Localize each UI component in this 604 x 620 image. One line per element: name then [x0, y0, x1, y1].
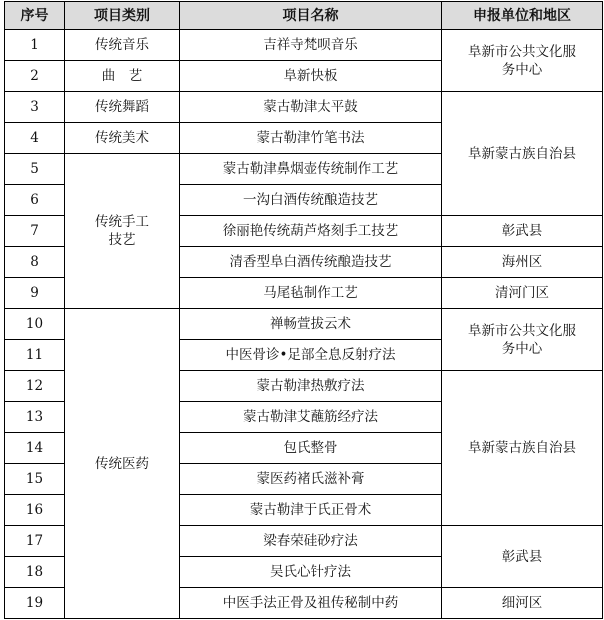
category-cell: 传统音乐	[65, 30, 180, 61]
project-name: 阜新快板	[180, 61, 442, 92]
unit-cell: 细河区	[442, 588, 603, 619]
project-name: 中医骨诊•足部全息反射疗法	[180, 340, 442, 371]
row-number: 2	[5, 61, 65, 92]
unit-cell: 阜新市公共文化服务中心	[442, 309, 603, 371]
row-number: 16	[5, 495, 65, 526]
unit-cell: 彰武县	[442, 526, 603, 588]
project-name: 蒙医药褚氏滋补膏	[180, 464, 442, 495]
header-category: 项目类别	[65, 2, 180, 30]
row-number: 17	[5, 526, 65, 557]
row-number: 13	[5, 402, 65, 433]
category-cell: 传统美术	[65, 123, 180, 154]
project-table	[4, 1, 603, 619]
project-name: 梁春荣硅砂疗法	[180, 526, 442, 557]
project-name: 蒙古勒津鼻烟壶传统制作工艺	[180, 154, 442, 185]
unit-cell: 海州区	[442, 247, 603, 278]
project-name: 蒙古勒津太平鼓	[180, 92, 442, 123]
row-number: 3	[5, 92, 65, 123]
header-no: 序号	[5, 2, 65, 30]
row-number: 15	[5, 464, 65, 495]
project-name: 吉祥寺梵呗音乐	[180, 30, 442, 61]
unit-cell: 清河门区	[442, 278, 603, 309]
category-cell: 传统舞蹈	[65, 92, 180, 123]
project-name: 蒙古勒津艾蘸筋经疗法	[180, 402, 442, 433]
project-name: 吴氏心针疗法	[180, 557, 442, 588]
header-project-name: 项目名称	[180, 2, 442, 30]
project-name: 蒙古勒津热敷疗法	[180, 371, 442, 402]
row-number: 10	[5, 309, 65, 340]
row-number: 14	[5, 433, 65, 464]
row-number: 12	[5, 371, 65, 402]
row-number: 19	[5, 588, 65, 619]
row-number: 6	[5, 185, 65, 216]
project-name: 马尾毡制作工艺	[180, 278, 442, 309]
unit-cell: 阜新蒙古族自治县	[442, 92, 603, 216]
row-number: 7	[5, 216, 65, 247]
project-name: 蒙古勒津竹笔书法	[180, 123, 442, 154]
project-name: 中医手法正骨及祖传秘制中药	[180, 588, 442, 619]
header-unit: 申报单位和地区	[442, 2, 603, 30]
table-row	[5, 309, 603, 340]
row-number: 9	[5, 278, 65, 309]
category-cell: 传统手工技艺	[65, 154, 180, 309]
project-name: 禅畅萱拔云术	[180, 309, 442, 340]
project-name: 清香型阜白酒传统酿造技艺	[180, 247, 442, 278]
unit-cell: 彰武县	[442, 216, 603, 247]
category-cell: 曲 艺	[65, 61, 180, 92]
project-name: 包氏整骨	[180, 433, 442, 464]
project-name: 蒙古勒津于氏正骨术	[180, 495, 442, 526]
project-name: 徐丽艳传统葫芦烙刻手工技艺	[180, 216, 442, 247]
category-cell: 传统医药	[65, 309, 180, 619]
row-number: 1	[5, 30, 65, 61]
row-number: 8	[5, 247, 65, 278]
table-row	[5, 30, 603, 61]
row-number: 18	[5, 557, 65, 588]
row-number: 4	[5, 123, 65, 154]
unit-cell: 阜新市公共文化服务中心	[442, 30, 603, 92]
unit-cell: 阜新蒙古族自治县	[442, 371, 603, 526]
header-row	[5, 2, 603, 30]
project-name: 一沟白酒传统酿造技艺	[180, 185, 442, 216]
table-row	[5, 92, 603, 123]
row-number: 5	[5, 154, 65, 185]
row-number: 11	[5, 340, 65, 371]
